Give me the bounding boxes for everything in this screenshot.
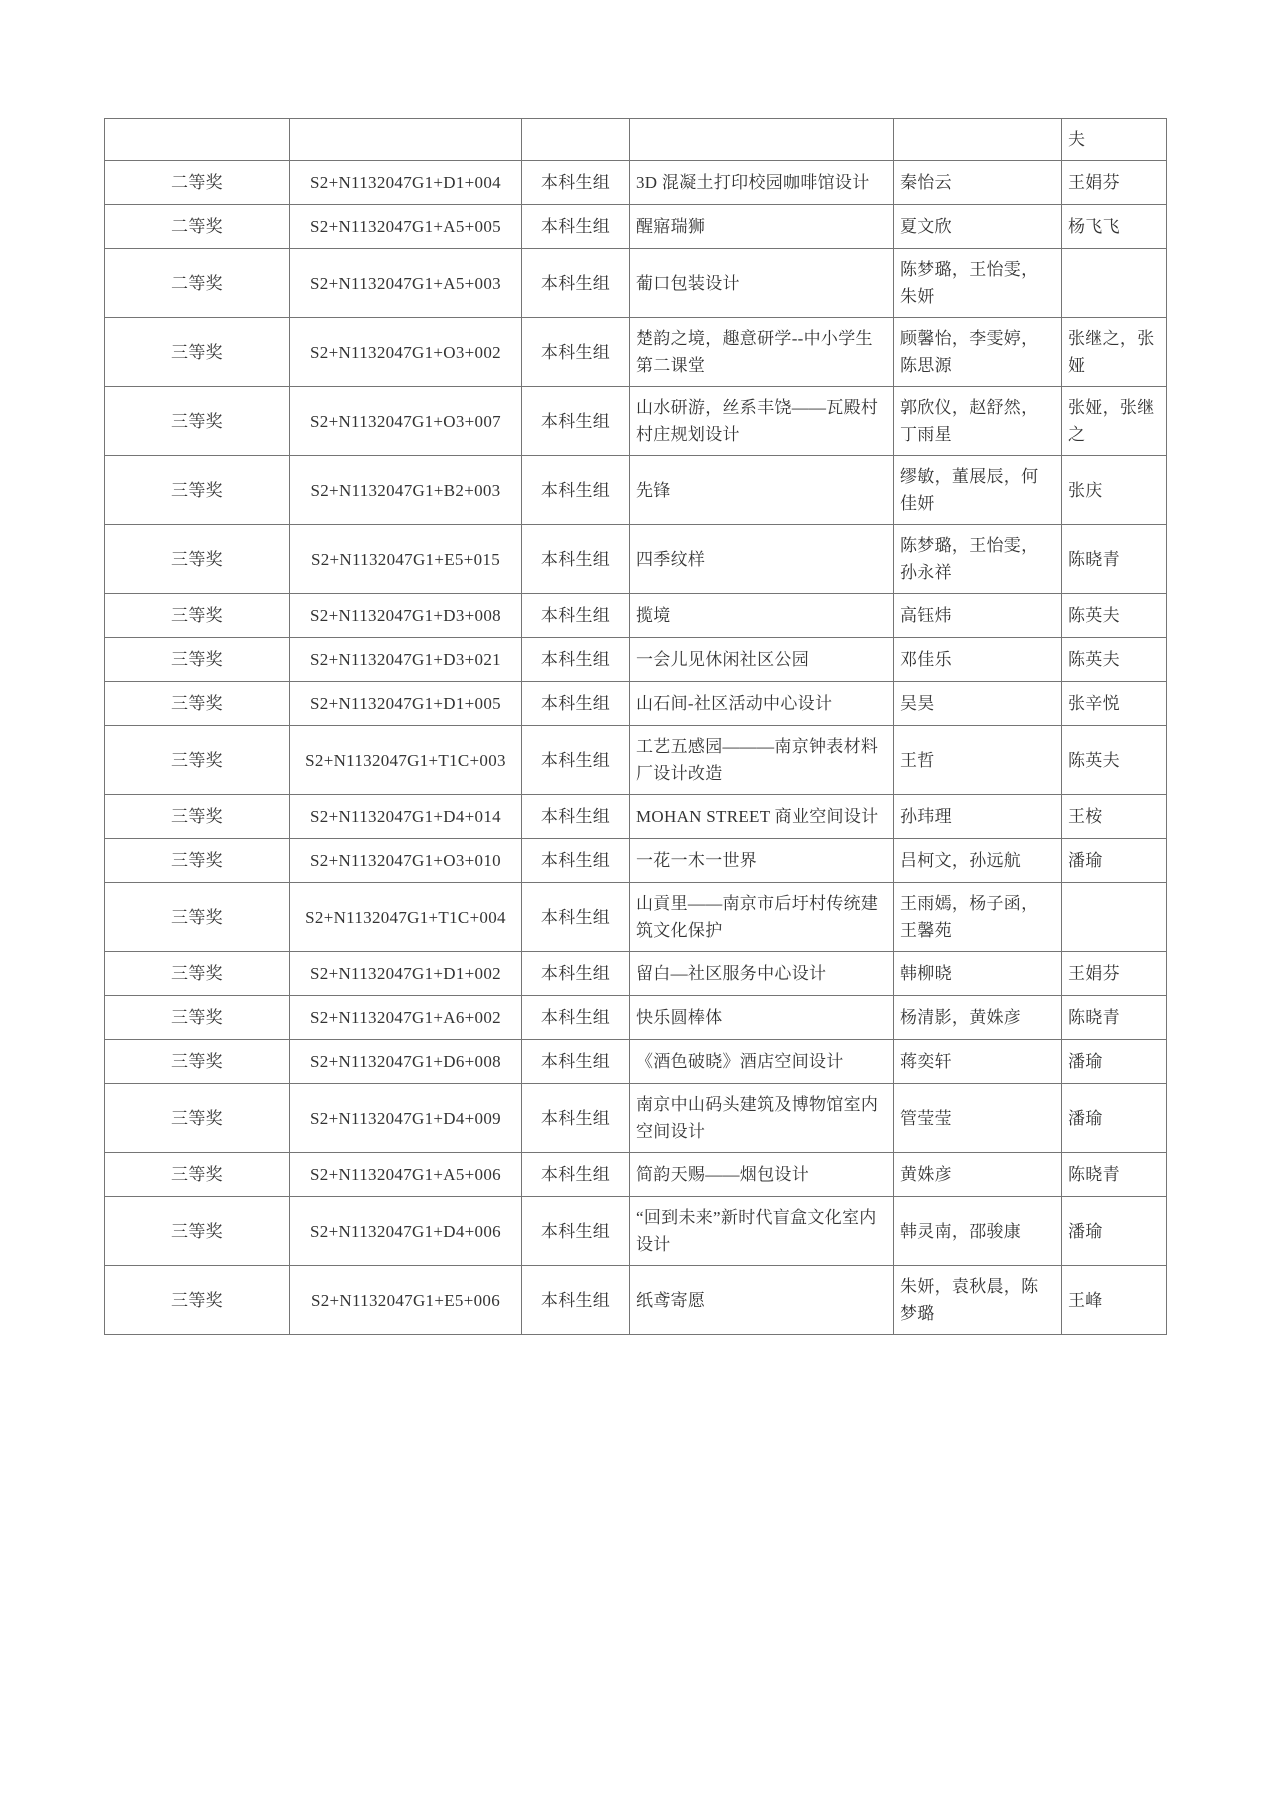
table-row bbox=[105, 1266, 1167, 1335]
table-row bbox=[105, 726, 1167, 795]
table-row bbox=[105, 387, 1167, 456]
code-cell: S2+N1132047G1+A5+006 bbox=[290, 1153, 522, 1197]
code-cell: S2+N1132047G1+E5+015 bbox=[290, 525, 522, 594]
award-cell: 三等奖 bbox=[105, 996, 290, 1040]
advisor-cell: 陈英夫 bbox=[1062, 726, 1167, 795]
award-cell: 三等奖 bbox=[105, 952, 290, 996]
advisor-cell bbox=[1062, 883, 1167, 952]
authors-cell: 王雨嫣，杨子函，王馨苑 bbox=[894, 883, 1062, 952]
code-cell: S2+N1132047G1+D4+009 bbox=[290, 1084, 522, 1153]
title-cell: “回到未来”新时代盲盒文化室内设计 bbox=[630, 1197, 894, 1266]
code-cell: S2+N1132047G1+D6+008 bbox=[290, 1040, 522, 1084]
award-cell: 三等奖 bbox=[105, 318, 290, 387]
table-row bbox=[105, 594, 1167, 638]
award-cell: 三等奖 bbox=[105, 594, 290, 638]
authors-cell: 邓佳乐 bbox=[894, 638, 1062, 682]
advisor-cell: 潘瑜 bbox=[1062, 1084, 1167, 1153]
advisor-cell: 陈英夫 bbox=[1062, 638, 1167, 682]
authors-cell: 管莹莹 bbox=[894, 1084, 1062, 1153]
advisor-cell: 陈晓青 bbox=[1062, 525, 1167, 594]
title-cell: 四季纹样 bbox=[630, 525, 894, 594]
authors-cell: 韩柳晓 bbox=[894, 952, 1062, 996]
group-cell: 本科生组 bbox=[522, 1266, 630, 1335]
group-cell bbox=[522, 119, 630, 161]
title-cell: 纸鸢寄愿 bbox=[630, 1266, 894, 1335]
title-cell: 山水研游，丝系丰饶——瓦殿村村庄规划设计 bbox=[630, 387, 894, 456]
title-cell: 简韵天赐——烟包设计 bbox=[630, 1153, 894, 1197]
group-cell: 本科生组 bbox=[522, 318, 630, 387]
award-cell: 三等奖 bbox=[105, 1084, 290, 1153]
code-cell: S2+N1132047G1+O3+007 bbox=[290, 387, 522, 456]
code-cell: S2+N1132047G1+D3+021 bbox=[290, 638, 522, 682]
authors-cell: 王哲 bbox=[894, 726, 1062, 795]
group-cell: 本科生组 bbox=[522, 839, 630, 883]
title-cell: 先锋 bbox=[630, 456, 894, 525]
award-cell: 三等奖 bbox=[105, 1266, 290, 1335]
title-cell: 留白—社区服务中心设计 bbox=[630, 952, 894, 996]
code-cell: S2+N1132047G1+D4+006 bbox=[290, 1197, 522, 1266]
authors-cell: 郭欣仪，赵舒然，丁雨星 bbox=[894, 387, 1062, 456]
table-row bbox=[105, 525, 1167, 594]
award-cell: 三等奖 bbox=[105, 682, 290, 726]
advisor-cell: 张娅，张继之 bbox=[1062, 387, 1167, 456]
table-row bbox=[105, 318, 1167, 387]
table-row bbox=[105, 996, 1167, 1040]
awards-table bbox=[104, 118, 1167, 1335]
code-cell: S2+N1132047G1+A5+005 bbox=[290, 205, 522, 249]
title-cell: 一花一木一世界 bbox=[630, 839, 894, 883]
code-cell: S2+N1132047G1+D4+014 bbox=[290, 795, 522, 839]
table-row bbox=[105, 161, 1167, 205]
advisor-cell: 王娟芬 bbox=[1062, 952, 1167, 996]
authors-cell: 秦怡云 bbox=[894, 161, 1062, 205]
table-row bbox=[105, 119, 1167, 161]
group-cell: 本科生组 bbox=[522, 387, 630, 456]
award-cell bbox=[105, 119, 290, 161]
table-row bbox=[105, 682, 1167, 726]
group-cell: 本科生组 bbox=[522, 1084, 630, 1153]
table-row bbox=[105, 1197, 1167, 1266]
advisor-cell: 王娟芬 bbox=[1062, 161, 1167, 205]
advisor-cell: 张继之，张娅 bbox=[1062, 318, 1167, 387]
award-cell: 三等奖 bbox=[105, 795, 290, 839]
authors-cell: 吕柯文，孙远航 bbox=[894, 839, 1062, 883]
group-cell: 本科生组 bbox=[522, 1153, 630, 1197]
table-row bbox=[105, 1153, 1167, 1197]
code-cell: S2+N1132047G1+O3+010 bbox=[290, 839, 522, 883]
title-cell: 醒寤瑞狮 bbox=[630, 205, 894, 249]
group-cell: 本科生组 bbox=[522, 682, 630, 726]
authors-cell: 孙玮理 bbox=[894, 795, 1062, 839]
title-cell: MOHAN STREET 商业空间设计 bbox=[630, 795, 894, 839]
advisor-cell: 张庆 bbox=[1062, 456, 1167, 525]
authors-cell: 陈梦璐，王怡雯，孙永祥 bbox=[894, 525, 1062, 594]
award-cell: 三等奖 bbox=[105, 638, 290, 682]
award-cell: 三等奖 bbox=[105, 726, 290, 795]
authors-cell: 顾馨怡，李雯婷，陈思源 bbox=[894, 318, 1062, 387]
title-cell: 快乐圆棒体 bbox=[630, 996, 894, 1040]
authors-cell bbox=[894, 119, 1062, 161]
table-row bbox=[105, 839, 1167, 883]
group-cell: 本科生组 bbox=[522, 456, 630, 525]
advisor-cell: 王峰 bbox=[1062, 1266, 1167, 1335]
code-cell: S2+N1132047G1+E5+006 bbox=[290, 1266, 522, 1335]
code-cell: S2+N1132047G1+T1C+003 bbox=[290, 726, 522, 795]
advisor-cell: 夫 bbox=[1062, 119, 1167, 161]
advisor-cell bbox=[1062, 249, 1167, 318]
code-cell bbox=[290, 119, 522, 161]
table-row bbox=[105, 1084, 1167, 1153]
advisor-cell: 陈英夫 bbox=[1062, 594, 1167, 638]
advisor-cell: 陈晓青 bbox=[1062, 1153, 1167, 1197]
group-cell: 本科生组 bbox=[522, 952, 630, 996]
table-row bbox=[105, 795, 1167, 839]
award-cell: 三等奖 bbox=[105, 525, 290, 594]
code-cell: S2+N1132047G1+D1+002 bbox=[290, 952, 522, 996]
authors-cell: 夏文欣 bbox=[894, 205, 1062, 249]
table-row bbox=[105, 883, 1167, 952]
group-cell: 本科生组 bbox=[522, 638, 630, 682]
code-cell: S2+N1132047G1+D1+004 bbox=[290, 161, 522, 205]
award-cell: 二等奖 bbox=[105, 161, 290, 205]
code-cell: S2+N1132047G1+T1C+004 bbox=[290, 883, 522, 952]
award-cell: 三等奖 bbox=[105, 456, 290, 525]
award-cell: 二等奖 bbox=[105, 205, 290, 249]
group-cell: 本科生组 bbox=[522, 726, 630, 795]
title-cell: 工艺五感园———南京钟表材料厂设计改造 bbox=[630, 726, 894, 795]
table-row bbox=[105, 205, 1167, 249]
code-cell: S2+N1132047G1+O3+002 bbox=[290, 318, 522, 387]
code-cell: S2+N1132047G1+D1+005 bbox=[290, 682, 522, 726]
authors-cell: 高钰炜 bbox=[894, 594, 1062, 638]
advisor-cell: 张辛悦 bbox=[1062, 682, 1167, 726]
title-cell: 山貢里——南京市后圩村传统建筑文化保护 bbox=[630, 883, 894, 952]
advisor-cell: 王桉 bbox=[1062, 795, 1167, 839]
authors-cell: 韩灵南，邵骏康 bbox=[894, 1197, 1062, 1266]
title-cell: 《酒色破晓》酒店空间设计 bbox=[630, 1040, 894, 1084]
code-cell: S2+N1132047G1+A6+002 bbox=[290, 996, 522, 1040]
authors-cell: 杨清影，黄姝彦 bbox=[894, 996, 1062, 1040]
title-cell: 揽境 bbox=[630, 594, 894, 638]
advisor-cell: 潘瑜 bbox=[1062, 1197, 1167, 1266]
table-row bbox=[105, 952, 1167, 996]
authors-cell: 朱妍，袁秋晨，陈梦璐 bbox=[894, 1266, 1062, 1335]
table-row bbox=[105, 1040, 1167, 1084]
authors-cell: 黄姝彦 bbox=[894, 1153, 1062, 1197]
award-cell: 三等奖 bbox=[105, 839, 290, 883]
title-cell bbox=[630, 119, 894, 161]
title-cell: 3D 混凝土打印校园咖啡馆设计 bbox=[630, 161, 894, 205]
advisor-cell: 陈晓青 bbox=[1062, 996, 1167, 1040]
group-cell: 本科生组 bbox=[522, 161, 630, 205]
award-cell: 三等奖 bbox=[105, 387, 290, 456]
group-cell: 本科生组 bbox=[522, 883, 630, 952]
authors-cell: 蒋奕轩 bbox=[894, 1040, 1062, 1084]
advisor-cell: 潘瑜 bbox=[1062, 839, 1167, 883]
title-cell: 一会儿见休闲社区公园 bbox=[630, 638, 894, 682]
award-cell: 三等奖 bbox=[105, 883, 290, 952]
authors-cell: 缪敏，董展辰，何佳妍 bbox=[894, 456, 1062, 525]
group-cell: 本科生组 bbox=[522, 795, 630, 839]
table-row bbox=[105, 249, 1167, 318]
title-cell: 楚韵之境，趣意研学--中小学生第二课堂 bbox=[630, 318, 894, 387]
advisor-cell: 杨飞飞 bbox=[1062, 205, 1167, 249]
group-cell: 本科生组 bbox=[522, 249, 630, 318]
table-row bbox=[105, 638, 1167, 682]
award-cell: 三等奖 bbox=[105, 1040, 290, 1084]
group-cell: 本科生组 bbox=[522, 1040, 630, 1084]
table-row bbox=[105, 456, 1167, 525]
code-cell: S2+N1132047G1+B2+003 bbox=[290, 456, 522, 525]
group-cell: 本科生组 bbox=[522, 996, 630, 1040]
group-cell: 本科生组 bbox=[522, 205, 630, 249]
award-cell: 二等奖 bbox=[105, 249, 290, 318]
group-cell: 本科生组 bbox=[522, 594, 630, 638]
authors-cell: 吴昊 bbox=[894, 682, 1062, 726]
authors-cell: 陈梦璐，王怡雯，朱妍 bbox=[894, 249, 1062, 318]
title-cell: 葡口包装设计 bbox=[630, 249, 894, 318]
code-cell: S2+N1132047G1+A5+003 bbox=[290, 249, 522, 318]
award-cell: 三等奖 bbox=[105, 1197, 290, 1266]
group-cell: 本科生组 bbox=[522, 1197, 630, 1266]
group-cell: 本科生组 bbox=[522, 525, 630, 594]
code-cell: S2+N1132047G1+D3+008 bbox=[290, 594, 522, 638]
title-cell: 南京中山码头建筑及博物馆室内空间设计 bbox=[630, 1084, 894, 1153]
advisor-cell: 潘瑜 bbox=[1062, 1040, 1167, 1084]
title-cell: 山石间-社区活动中心设计 bbox=[630, 682, 894, 726]
award-cell: 三等奖 bbox=[105, 1153, 290, 1197]
